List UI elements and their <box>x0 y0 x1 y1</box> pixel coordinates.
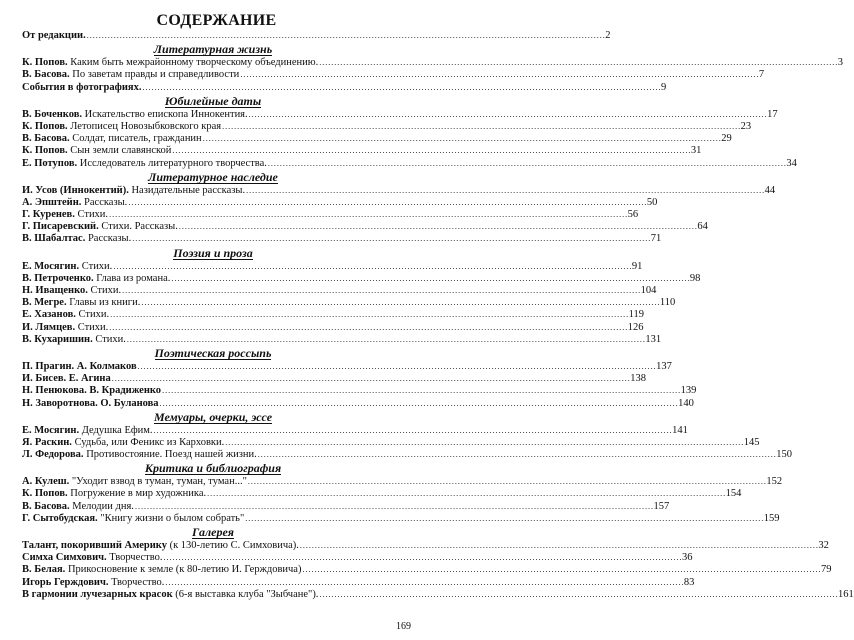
dot-leader <box>203 133 721 145</box>
toc-entry-page: 83 <box>683 576 695 588</box>
toc-entry <box>22 588 854 601</box>
toc-entry-text <box>22 30 86 42</box>
toc-entry-text <box>22 513 244 525</box>
toc-entry-page: 154 <box>725 488 742 500</box>
toc-entry-author: В. Боченков. <box>22 108 83 120</box>
toc-entry-text <box>22 209 108 221</box>
toc-entry <box>22 552 693 564</box>
dot-leader <box>222 121 740 133</box>
toc-entry <box>22 436 760 449</box>
toc-entry <box>22 69 765 81</box>
toc-entry-work: "Уходит взвод в туман, туман, туман..." <box>71 476 247 488</box>
toc-entry <box>22 184 776 197</box>
toc-entry-page: 34 <box>786 157 797 169</box>
toc-entry-page: 104 <box>640 285 657 296</box>
toc-entry-work: Стихи. <box>95 333 126 345</box>
toc-entry-text <box>22 361 137 373</box>
toc-entry-page: 140 <box>678 397 694 409</box>
dot-leader <box>179 221 697 233</box>
toc-entry-work: Главы из книги. <box>69 297 141 309</box>
toc-entry-page: 157 <box>653 500 670 512</box>
toc-entry-author: И. Лямцев. <box>22 321 76 333</box>
toc-entry-author: От редакции. <box>22 30 86 41</box>
toc-entry-text <box>22 589 318 601</box>
toc-entry <box>22 120 752 133</box>
toc-entry-author: Г. Куренев. <box>22 209 75 221</box>
toc-entry-author: Е. Мосягин. <box>22 424 80 436</box>
toc-entry-author: В. Петроченко. <box>22 272 94 284</box>
toc-entry-text <box>22 197 127 209</box>
page-number: 169 <box>396 621 411 632</box>
toc-entry <box>22 449 792 461</box>
section-heading-label: Критика и библиография <box>144 461 282 476</box>
dot-leader <box>122 285 640 297</box>
toc-entry <box>22 321 644 334</box>
toc-entry-work: Судьба, или Феникс из Карховки. <box>74 436 225 448</box>
toc-entry-work: Дедушка Ефим. <box>81 424 153 436</box>
toc-entry-author: Я. Раскин. <box>22 436 72 448</box>
toc-entry-work: Погружение в мир художника. <box>70 488 207 500</box>
toc-entry-page: 131 <box>645 333 662 345</box>
toc-entry-page: 7 <box>758 69 765 81</box>
dot-leader <box>110 309 628 321</box>
toc-entry-text <box>22 273 170 285</box>
toc-entry-author: Н. Пенюкова. В. Крадиженко <box>22 385 162 397</box>
toc-entry-author: Талант, покоривший Америку <box>22 540 167 551</box>
toc-entry <box>22 221 708 233</box>
toc-entry-author: В. Кухаришин. <box>22 333 93 345</box>
toc-entry <box>22 424 688 437</box>
toc-entry-page: 2 <box>605 30 611 41</box>
dot-leader <box>113 261 631 273</box>
section-heading-label: Мемуары, очерки, эссе <box>153 409 273 424</box>
toc-entry-author: Л. Федорова. <box>22 449 84 461</box>
toc-entry-page: 161 <box>837 588 854 600</box>
toc-entry-work: (6-я выставка клуба "Зыбчане"). <box>175 588 319 600</box>
dot-leader <box>246 185 764 197</box>
dot-leader <box>248 476 766 488</box>
toc-entry-work: Назидательные рассказы. <box>131 184 246 196</box>
toc-entry-text <box>22 69 239 81</box>
dot-leader <box>135 501 653 513</box>
dot-leader <box>87 30 605 42</box>
toc-entry-page: 56 <box>627 209 639 221</box>
toc-entry-page: 23 <box>740 120 752 132</box>
dot-leader <box>225 437 743 449</box>
toc-entry-text <box>22 577 164 589</box>
toc-entry-work: Творчество. <box>111 576 165 588</box>
toc-entry-page: 126 <box>627 321 644 333</box>
toc-entry-author: Н. Иващенко. <box>22 285 88 296</box>
toc-entry <box>22 285 657 297</box>
toc-entry-text <box>22 133 202 145</box>
toc-entry <box>22 260 643 273</box>
toc-entry-author: В. Басова. <box>22 500 70 512</box>
toc-entry-page: 17 <box>767 108 778 120</box>
toc-entry-text <box>22 233 131 245</box>
toc-entry-text <box>22 488 206 500</box>
toc-entry-text <box>22 449 257 461</box>
toc-entry-page: 36 <box>682 552 693 564</box>
toc-entry-work: Искательство епископа Иннокентия. <box>84 108 248 120</box>
section-heading-label: Литературное наследие <box>148 169 278 184</box>
dot-leader <box>258 449 776 461</box>
toc-entry-work: Сын земли славянской <box>70 145 172 157</box>
section-heading <box>22 525 404 540</box>
toc-entry-work: Каким быть межрайонному творческому объединению. <box>70 57 319 69</box>
toc-entry-text <box>22 334 126 346</box>
toc-entry <box>22 145 702 157</box>
toc-entry <box>22 564 832 576</box>
toc-entry-text <box>22 322 108 334</box>
toc-entry-author: А. Кулеш. <box>22 476 70 488</box>
toc-entry-work: "Книгу жизни о былом собрать" <box>100 512 245 524</box>
toc-entry <box>22 333 662 346</box>
toc-entry-author: Е. Мосягин. <box>22 260 80 272</box>
toc-entry-text <box>22 309 109 321</box>
dot-leader <box>109 322 627 334</box>
toc-entry-text <box>22 145 171 157</box>
toc-entry-author: В. Шабалтас. <box>22 233 86 245</box>
section-heading-label: Литературная жизнь <box>153 42 273 57</box>
section-heading <box>22 170 404 185</box>
toc-entry-author: Симха Симхович. <box>22 552 107 564</box>
toc-entry <box>22 500 670 513</box>
toc-entry-page: 64 <box>697 221 708 233</box>
section-heading <box>22 42 404 57</box>
section-heading <box>22 346 404 361</box>
toc-entry-text <box>22 158 267 170</box>
toc-entry-text <box>22 552 163 564</box>
toc-entry-text <box>22 185 245 197</box>
toc-entry-page: 98 <box>689 272 701 284</box>
toc-entry <box>22 108 778 121</box>
toc-entry-author: И. Бисев. Е. Агина <box>22 373 111 385</box>
dot-leader <box>207 488 725 500</box>
toc-entry-work: Рассказы. <box>87 233 132 245</box>
toc-entry-work: Стихи. Рассказы. <box>101 221 178 233</box>
toc-entry <box>22 476 783 488</box>
dot-leader <box>112 373 630 385</box>
toc-entry-page: 110 <box>659 297 676 309</box>
toc-entry <box>22 385 697 397</box>
section-heading <box>22 246 404 261</box>
dot-leader <box>165 577 683 589</box>
toc-entry-page: 159 <box>763 512 780 524</box>
toc-entry-text <box>22 373 111 385</box>
toc-entry-work: Творчество. <box>109 552 163 564</box>
toc-entry <box>22 81 667 94</box>
toc-entry-work: Глава из романа. <box>96 272 171 284</box>
dot-leader <box>171 273 689 285</box>
toc-entry-page: 44 <box>764 184 776 196</box>
toc-entry <box>22 30 611 42</box>
dot-leader <box>302 564 820 576</box>
dot-leader <box>132 233 650 245</box>
toc-entry-page: 50 <box>646 196 658 208</box>
toc-entry-page: 91 <box>631 260 643 272</box>
dot-leader <box>141 297 659 309</box>
toc-entry-text <box>22 57 318 69</box>
toc-entry <box>22 576 695 589</box>
toc-entry <box>22 133 732 145</box>
page-title: СОДЕРЖАНИЕ <box>156 12 277 29</box>
toc-entry-work: Исследователь литературного творчества. <box>79 157 267 169</box>
toc-entry-text <box>22 425 153 437</box>
toc-entry <box>22 512 780 525</box>
dot-leader <box>127 334 645 346</box>
dot-leader <box>138 361 656 373</box>
toc-entry <box>22 309 644 321</box>
toc-entry-text <box>22 564 301 576</box>
dot-leader <box>109 209 627 221</box>
dot-leader <box>164 552 682 564</box>
toc-entry-author: К. Попов. <box>22 145 68 157</box>
toc-entry-page: 79 <box>820 564 832 576</box>
toc-entry <box>22 209 639 221</box>
dot-leader <box>172 145 690 157</box>
toc-entry-author: Е. Потупов. <box>22 157 78 169</box>
toc-entry-work: Летописец Новозыбковского края <box>70 120 222 132</box>
toc-entry-page: 119 <box>628 309 644 321</box>
toc-entry-text <box>22 437 224 449</box>
toc-entry-author: К. Попов. <box>22 488 68 500</box>
toc-entry <box>22 57 844 69</box>
toc-entry-page: 141 <box>672 424 688 436</box>
toc-entry-text <box>22 297 140 309</box>
dot-leader <box>128 197 646 209</box>
toc-entry-work: Стихи. <box>77 209 109 221</box>
toc-entry <box>22 540 829 552</box>
toc-entry-page: 152 <box>766 476 783 488</box>
toc-entry-text <box>22 385 161 397</box>
toc-entry-work: Стихи. <box>78 309 110 321</box>
toc-entry-text <box>22 540 299 552</box>
dot-leader <box>268 158 786 170</box>
toc-entry-work: Рассказы. <box>84 196 128 208</box>
section-heading-label: Поэзия и проза <box>173 245 253 260</box>
dot-leader <box>142 82 660 94</box>
toc-entry-author: П. Прагин. А. Колмаков <box>22 360 137 372</box>
toc-entry-page: 139 <box>680 385 697 397</box>
toc-entry-work: Стихи. <box>90 285 122 296</box>
toc-entry-page: 137 <box>656 360 672 372</box>
dot-leader <box>249 109 767 121</box>
dot-leader <box>162 385 680 397</box>
toc-entry-author: Г. Писаревский. <box>22 221 99 233</box>
toc-entry-text <box>22 121 221 133</box>
dot-leader <box>154 425 672 437</box>
toc-entry-author: События в фотографиях. <box>22 81 142 93</box>
toc-entry-author: Г. Сытобудская. <box>22 512 98 524</box>
toc-entry <box>22 272 701 285</box>
toc-entry-author: В. Мегре. <box>22 297 67 309</box>
toc-entry <box>22 488 742 500</box>
toc-entry-page: 32 <box>818 540 829 551</box>
toc-entry-author: Е. Хазанов. <box>22 309 76 321</box>
section-heading-label: Юбилейные даты <box>164 93 262 108</box>
toc-entry-page: 29 <box>721 133 732 145</box>
toc-entry <box>22 373 646 385</box>
toc-entry-author: В. Белая. <box>22 564 66 576</box>
toc-entry-author: А. Эпштейн. <box>22 196 82 208</box>
toc-entry-text <box>22 82 141 94</box>
toc-entry-page: 31 <box>690 145 702 157</box>
section-heading <box>22 410 404 425</box>
toc-entry-work: Стихи. <box>81 260 113 272</box>
toc-entry-author: К. Попов. <box>22 120 68 132</box>
toc-entry-page: 71 <box>650 233 662 245</box>
toc-entry-work: Противостояние. Поезд нашей жизни. <box>86 449 257 461</box>
dot-leader <box>240 69 758 81</box>
toc-entry-work: Солдат, писатель, гражданин <box>72 133 202 145</box>
toc-entry-page: 9 <box>660 81 667 93</box>
toc-entry-work: По заветам правды и справедливости <box>72 69 240 81</box>
section-heading <box>22 461 404 476</box>
toc-entry-author: В. Басова. <box>22 69 70 81</box>
toc-entry <box>22 233 662 245</box>
toc-entry-work: Мелодии дня. <box>72 500 134 512</box>
dot-leader <box>245 513 763 525</box>
toc-entry-text <box>22 398 159 410</box>
toc-entry <box>22 196 658 209</box>
toc-entry-page: 3 <box>837 57 844 69</box>
toc-entry <box>22 297 676 309</box>
toc-entry-text <box>22 221 178 233</box>
toc-entry-work: (к 130-летию С. Симховича). <box>169 540 299 551</box>
section-heading-label: Галерея <box>192 525 234 539</box>
toc-entry-author: В. Басова. <box>22 133 70 145</box>
dot-leader <box>160 398 678 410</box>
toc-entry-page: 138 <box>630 373 646 385</box>
toc-entry-text <box>22 261 112 273</box>
toc-entry-author: Н. Заворотнова. О. Буланова <box>22 397 159 409</box>
toc-list <box>22 30 854 601</box>
dot-leader <box>319 589 837 601</box>
toc-entry-page: 150 <box>776 449 792 461</box>
toc-entry-author: К. Попов. <box>22 57 68 69</box>
toc-entry-page: 145 <box>743 436 760 448</box>
toc-entry <box>22 157 797 170</box>
toc-entry <box>22 397 694 410</box>
toc-entry-text <box>22 476 247 488</box>
toc-entry <box>22 360 672 373</box>
toc-entry-work: Стихи. <box>77 321 109 333</box>
toc-entry-text <box>22 109 248 121</box>
dot-leader <box>300 540 818 552</box>
toc-entry-author: И. Усов (Иннокентий). <box>22 184 129 196</box>
section-heading-label: Поэтическая россыпь <box>154 345 272 360</box>
toc-entry-author: Игорь Герждович. <box>22 576 109 588</box>
toc-entry-text <box>22 285 121 297</box>
dot-leader <box>319 57 837 69</box>
toc-entry-author: В гармонии лучезарных красок <box>22 588 173 600</box>
section-heading <box>22 94 404 109</box>
toc-entry-text <box>22 501 134 513</box>
toc-entry-work: Прикосновение к земле (к 80-летию И. Герждовича) <box>67 564 302 576</box>
